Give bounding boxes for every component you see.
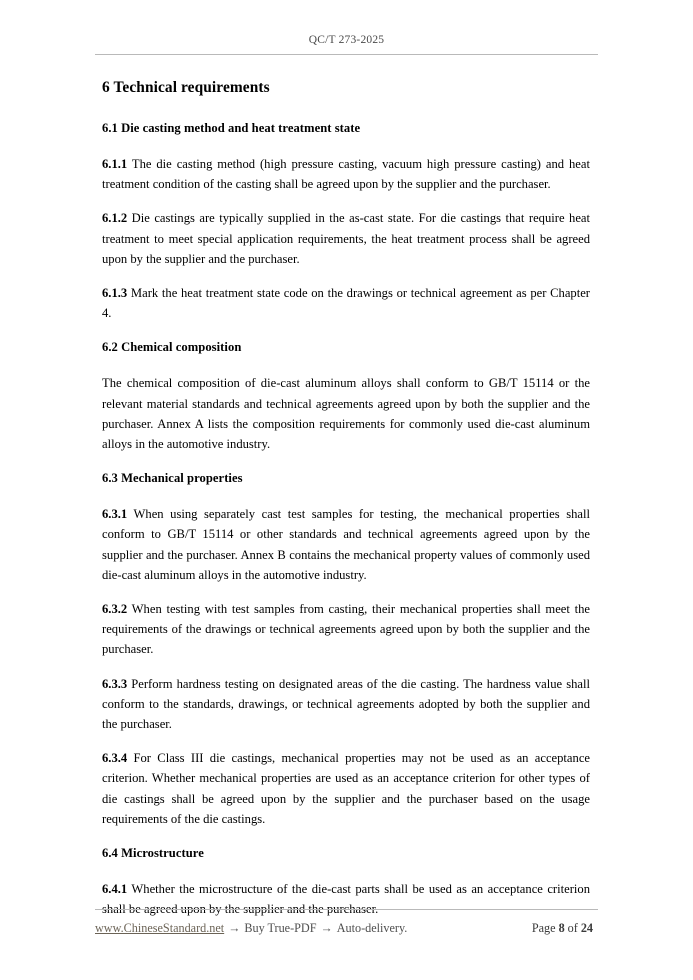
spacer <box>102 454 590 469</box>
paragraph-number: 6.4.1 <box>102 882 128 897</box>
paragraph-text: For Class III die castings, mechanical properties may not be used as an acceptance criterion. Whether mechanical properties are used as an acceptance criterion for other types of die castings shall be agreed upon by the supplier and the purchaser based on the usage requirements of the die castings. <box>102 751 590 826</box>
paragraph-6-3-2 <box>102 599 590 660</box>
total-pages: 24 <box>580 921 593 935</box>
arrow-right-icon: → <box>228 921 241 935</box>
paragraph-number: 6.3.2 <box>102 602 128 617</box>
spacer <box>102 660 590 674</box>
page-label: Page <box>531 921 556 935</box>
footer-site-link[interactable]: www.ChineseStandard.net <box>95 921 225 935</box>
footer-promo-text-1: Buy True-PDF <box>244 921 317 935</box>
paragraph-text: When using separately cast test samples for testing, the mechanical properties shall conform to GB/T 15114 or other standards and technical agreements agreed upon by the supplier and the purchaser. Annex B contains the mechanical property values of commonly used die-cast aluminum alloys in the automotive industry. <box>102 507 590 582</box>
spacer <box>102 734 590 748</box>
arrow-right-icon: → <box>320 921 333 935</box>
paragraph-text: Die castings are typically supplied in the as-cast state. For die castings that require heat treatment to meet special application requirements, the heat treatment process shall be agreed upon by the supplier and the purchaser. <box>102 211 590 266</box>
paragraph-number: 6.3.1 <box>102 507 128 522</box>
spacer <box>102 98 590 119</box>
spacer <box>102 862 590 879</box>
section-heading-6-1: 6.1 Die casting method and heat treatment state <box>102 121 361 135</box>
paragraph-6-1-2 <box>102 208 590 269</box>
spacer <box>102 323 590 338</box>
paragraph-6-1-1 <box>102 154 590 194</box>
paragraph-number: 6.1.2 <box>102 211 128 226</box>
paragraph-number: 6.3.4 <box>102 751 128 766</box>
section-heading-6-4: 6.4 Microstructure <box>102 846 204 861</box>
spacer <box>102 829 590 844</box>
spacer <box>102 487 590 504</box>
of-label: of <box>567 921 578 935</box>
footer-row <box>95 920 598 936</box>
spacer <box>102 356 590 373</box>
header-standard-code: QC/T 273-2025 <box>308 34 385 46</box>
spacer <box>102 137 590 154</box>
footer-divider <box>95 909 598 910</box>
section-heading-6-2: 6.2 Chemical composition <box>102 340 242 355</box>
page-number: 8 <box>558 921 565 935</box>
page-header <box>95 33 598 59</box>
footer-promo <box>95 920 407 936</box>
paragraph-6-3-4 <box>102 748 590 829</box>
paragraph-text: Whether the microstructure of the die-cast parts shall be used as an acceptance criterion shall be agreed upon by the supplier and the purchaser. <box>102 882 590 917</box>
paragraph-text: The chemical composition of die-cast aluminum alloys shall conform to GB/T 15114 or the relevant material standards and technical agreements agreed upon by both the supplier and the purchaser. Annex A lists the composition requirements for commonly used die-cast aluminum alloys in the automotive industry. <box>102 376 590 452</box>
section-heading-6-3: 6.3 Mechanical properties <box>102 471 243 486</box>
paragraph-6-2-body <box>102 373 590 454</box>
paragraph-text: Mark the heat treatment state code on the drawings or technical agreement as per Chapter 4. <box>102 286 590 321</box>
spacer <box>102 585 590 599</box>
spacer <box>102 194 590 208</box>
paragraph-6-1-3 <box>102 283 590 323</box>
document-body <box>102 78 590 919</box>
footer-promo-text-2: Auto-delivery. <box>336 921 408 935</box>
paragraph-number: 6.1.1 <box>102 157 128 171</box>
paragraph-text: When testing with test samples from casting, their mechanical properties shall meet the requirements of the drawings or technical agreements agreed upon by both the supplier and the purchaser. <box>102 602 590 657</box>
paragraph-number: 6.1.3 <box>102 286 128 301</box>
spacer <box>102 269 590 283</box>
page-footer <box>95 909 598 936</box>
paragraph-text: Perform hardness testing on designated areas of the die casting. The hardness value shall conform to the standards, drawings, or technical agreements adopted by both the supplier and the purchaser. <box>102 676 590 732</box>
paragraph-text: The die casting method (high pressure casting, vacuum high pressure casting) and heat treatment condition of the casting shall be agreed upon by the supplier and the purchaser. <box>102 157 590 192</box>
paragraph-6-3-3 <box>102 674 590 735</box>
page-title: 6 Technical requirements <box>102 79 270 96</box>
header-divider <box>95 54 598 55</box>
page-indicator <box>532 920 598 936</box>
paragraph-number: 6.3.3 <box>102 676 128 691</box>
paragraph-6-3-1 <box>102 504 590 585</box>
